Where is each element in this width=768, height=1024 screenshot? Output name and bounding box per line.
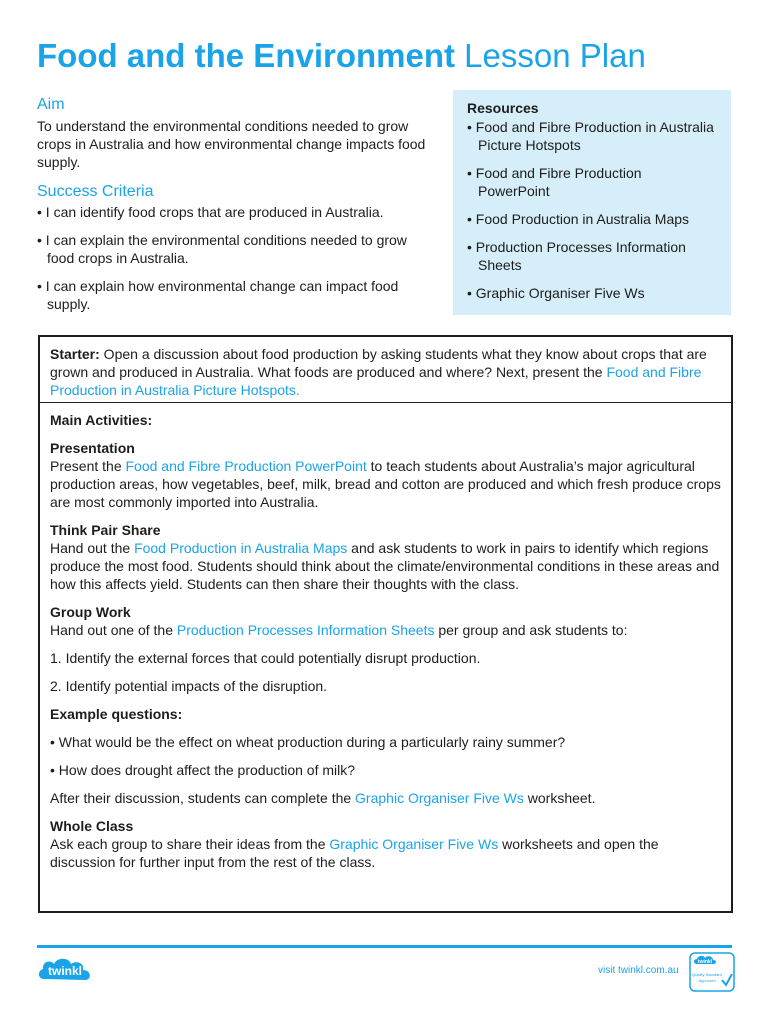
info-sheets-link[interactable]: Production Processes Information Sheets bbox=[176, 622, 435, 638]
success-criterion: • I can explain how environmental change can impact food supply. bbox=[37, 277, 437, 313]
twinkl-logo[interactable] bbox=[36, 955, 96, 987]
presentation-text bbox=[50, 457, 721, 511]
example-question: • What would be the effect on wheat production during a particularly rainy summer? bbox=[50, 733, 721, 751]
badge-line-1: Quality Standard bbox=[692, 972, 722, 977]
presentation-post: to teach students about Australia’s major agricultural production areas, how vegetables, beef, milk, bread and cotton are produced and which fresh produce crops are most commonly imported into Australia. bbox=[50, 458, 721, 510]
after-discussion-text bbox=[50, 789, 721, 807]
think-post: and ask students to work in pairs to identify which regions produce the most food. Students should think about the climate/environmental conditions in these areas and how this affects yield. Students can then share their thoughts with the class. bbox=[50, 540, 720, 592]
success-criteria-heading: Success Criteria bbox=[37, 183, 154, 200]
resource-item: • Production Processes Information Sheets bbox=[467, 238, 717, 274]
five-ws-link-2[interactable]: Graphic Organiser Five Ws bbox=[329, 836, 499, 852]
starter-section bbox=[40, 337, 731, 403]
think-pair-share-text bbox=[50, 539, 721, 593]
whole-post: worksheets and open the discussion for further input from the rest of the class. bbox=[50, 836, 659, 870]
think-pair-share-title: Think Pair Share bbox=[50, 522, 161, 538]
badge-top-text: twinkl bbox=[697, 959, 713, 965]
group-post: per group and ask students to: bbox=[434, 622, 628, 638]
resource-item: • Food Production in Australia Maps bbox=[467, 210, 717, 228]
five-ws-link[interactable]: Graphic Organiser Five Ws bbox=[355, 790, 524, 806]
resources-list bbox=[467, 118, 717, 302]
lesson-activities-box bbox=[38, 335, 733, 913]
after-post: worksheet. bbox=[523, 790, 596, 806]
resources-heading: Resources bbox=[467, 100, 539, 116]
maps-link[interactable]: Food Production in Australia Maps bbox=[134, 540, 348, 556]
powerpoint-link[interactable]: Food and Fibre Production PowerPoint bbox=[125, 458, 367, 474]
title-rest: Lesson Plan bbox=[464, 37, 646, 74]
whole-class-title: Whole Class bbox=[50, 818, 134, 834]
main-activities-section bbox=[40, 403, 731, 879]
group-work-title: Group Work bbox=[50, 604, 131, 620]
think-pre: Hand out the bbox=[50, 540, 135, 556]
aim-heading: Aim bbox=[37, 96, 65, 113]
whole-class-text bbox=[50, 835, 721, 871]
badge-line-2: Approved bbox=[698, 978, 716, 983]
resource-item: • Food and Fibre Production in Australia Picture Hotspots bbox=[467, 118, 717, 154]
resource-item: • Graphic Organiser Five Ws bbox=[467, 284, 717, 302]
group-step-2: 2. Identify potential impacts of the disruption. bbox=[50, 678, 328, 694]
resources-panel bbox=[453, 90, 731, 315]
main-activities-heading: Main Activities: bbox=[50, 412, 153, 428]
aim-text: To understand the environmental conditions needed to grow crops in Australia and how environmental change impacts food supply. bbox=[37, 118, 426, 170]
group-pre: Hand out one of the bbox=[50, 622, 177, 638]
starter-label: Starter: bbox=[50, 346, 100, 362]
quality-standard-badge bbox=[689, 952, 735, 992]
success-criteria-list bbox=[37, 203, 437, 323]
success-criterion: • I can explain the environmental conditions needed to grow food crops in Australia. bbox=[37, 231, 437, 267]
logo-text: twinkl bbox=[47, 964, 83, 978]
success-criterion: • I can identify food crops that are produced in Australia. bbox=[37, 203, 437, 221]
resource-item: • Food and Fibre Production PowerPoint bbox=[467, 164, 717, 200]
visit-link[interactable]: visit twinkl.com.au bbox=[598, 965, 679, 976]
starter-link[interactable]: Food and Fibre Production in Australia Picture Hotspots. bbox=[50, 364, 702, 398]
whole-pre: Ask each group to share their ideas from the bbox=[50, 836, 330, 852]
starter-text: Open a discussion about food production by asking students what they know about crops that are grown and produced in Australia. What foods are produced and where? Next, present the bbox=[50, 346, 707, 380]
presentation-title: Presentation bbox=[50, 440, 135, 456]
after-pre: After their discussion, students can complete the bbox=[50, 790, 356, 806]
title-bold: Food and the Environment bbox=[37, 37, 455, 74]
presentation-pre: Present the bbox=[50, 458, 126, 474]
page-title bbox=[37, 36, 646, 76]
example-questions-heading: Example questions: bbox=[50, 706, 183, 722]
example-question: • How does drought affect the production of milk? bbox=[50, 761, 721, 779]
footer-divider bbox=[37, 945, 732, 948]
group-work-text bbox=[50, 621, 721, 639]
group-step-1: 1. Identify the external forces that could potentially disrupt production. bbox=[50, 650, 481, 666]
